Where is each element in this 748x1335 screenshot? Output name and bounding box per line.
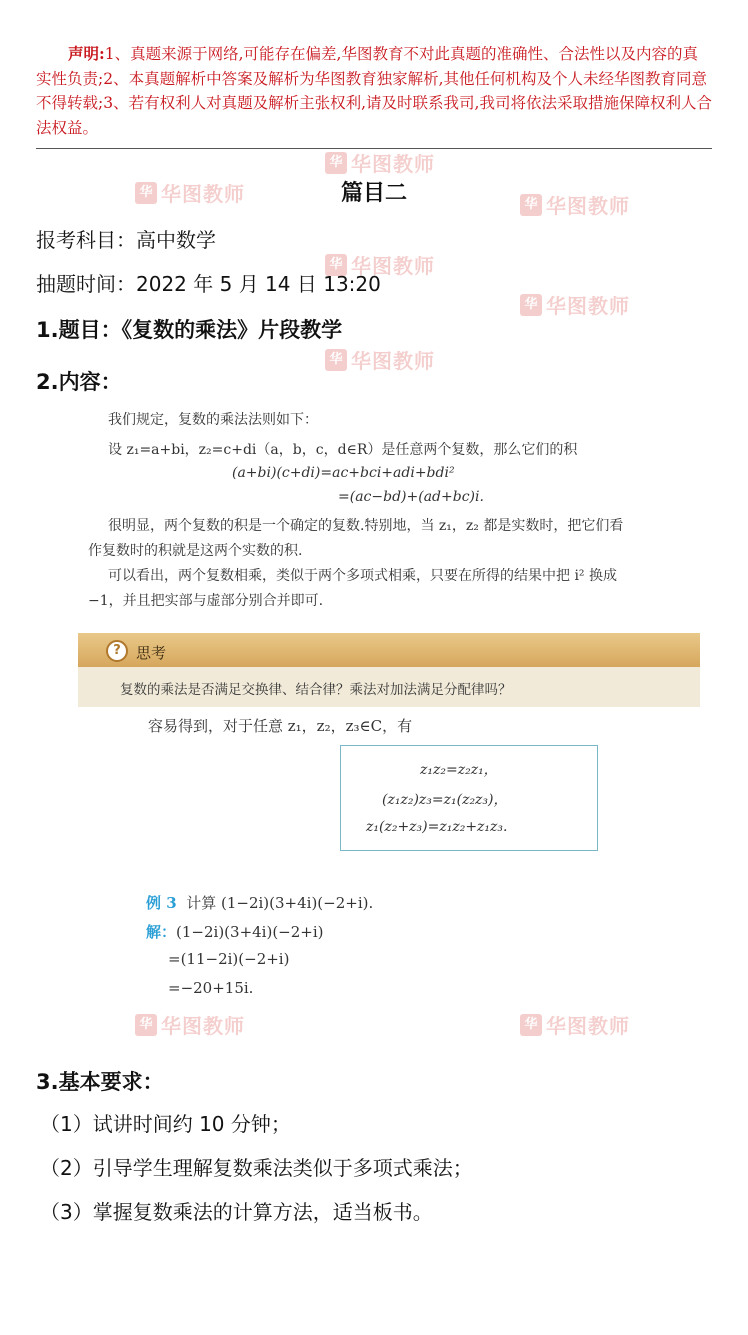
example-text: 计算 (1−2i)(3+4i)(−2+i). <box>186 894 374 912</box>
disclaimer-text: 1、真题来源于网络,可能存在偏差,华图教育不对此真题的准确性、合法性以及内容的真实性负责;2、本真题解析中答案及解析为华图教育独家解析,其他任何机构及个人未经华图教育同意不得转载;3、若有权利人对真题及解析主张权利,请及时联系我司,我司将依法采取措施保障权利人合法权益。 <box>36 45 712 137</box>
watermark-logo-icon: 华 <box>135 182 157 204</box>
example-label: 例 3 <box>146 894 177 912</box>
formula-distributive: z₁(z₂+z₃)=z₁z₂+z₁z₃. <box>366 819 508 835</box>
requirement-item: （1）试讲时间约 10 分钟； <box>40 1112 291 1136</box>
subject-line: 报考科目：高中数学 <box>36 228 216 252</box>
equation-line: (a+bi)(c+di)=ac+bci+adi+bdi² <box>232 465 455 481</box>
watermark-logo-icon: 华 <box>135 1014 157 1036</box>
content-heading: 2.内容： <box>36 370 122 394</box>
formula-associative: (z₁z₂)z₃=z₁(z₂z₃)， <box>382 792 508 808</box>
watermark <box>520 290 630 319</box>
think-question: 复数的乘法是否满足交换律、结合律？乘法对加法满足分配律吗？ <box>120 682 512 698</box>
formula-commutative: z₁z₂=z₂z₁， <box>420 762 498 778</box>
excerpt-paragraph: 作复数时的积就是这两个实数的积. <box>88 543 303 559</box>
solution-line <box>146 921 324 942</box>
watermark-logo-icon: 华 <box>520 294 542 316</box>
topic-heading: 1.题目：《复数的乘法》片段教学 <box>36 318 343 342</box>
textbook-excerpt <box>78 395 708 1055</box>
excerpt-paragraph: 可以看出，两个复数相乘，类似于两个多项式相乘，只要在所得的结果中把 i² 换成 <box>108 568 617 584</box>
question-icon: ? <box>106 640 128 662</box>
excerpt-paragraph: −1，并且把实部与虚部分别合并即可. <box>88 593 324 609</box>
watermark-text: 华图教师 <box>546 194 630 218</box>
think-title: 思考 <box>136 644 167 662</box>
watermark-text: 华图教师 <box>351 349 435 373</box>
watermark-text: 华图教师 <box>351 254 435 278</box>
watermark-text: 华图教师 <box>546 294 630 318</box>
watermark-logo-icon: 华 <box>325 349 347 371</box>
solution-label: 解： <box>146 923 177 941</box>
page-title: 篇目二 <box>340 181 407 206</box>
requirement-item: （3）掌握复数乘法的计算方法，适当板书。 <box>40 1200 433 1224</box>
solution-step: (1−2i)(3+4i)(−2+i) <box>176 923 324 941</box>
time-line: 抽题时间：2022 年 5 月 14 日 13:20 <box>36 272 381 296</box>
disclaimer <box>36 42 712 140</box>
watermark-text: 华图教师 <box>546 1014 630 1038</box>
watermark <box>325 345 435 374</box>
excerpt-paragraph: 很明显，两个复数的积是一个确定的复数.特别地，当 z₁，z₂ 都是实数时，把它们看 <box>108 518 624 534</box>
requirement-item: （2）引导学生理解复数乘法类似于多项式乘法； <box>40 1156 473 1180</box>
think-box-header <box>78 633 700 667</box>
requirements-heading: 3.基本要求： <box>36 1070 164 1094</box>
watermark-logo-icon: 华 <box>325 254 347 276</box>
watermark-logo-icon: 华 <box>520 1014 542 1036</box>
watermark-text: 华图教师 <box>161 182 245 206</box>
watermark-text: 华图教师 <box>351 152 435 176</box>
watermark-logo-icon: 华 <box>325 152 347 174</box>
watermark <box>325 148 435 177</box>
excerpt-paragraph: 设 z₁=a+bi，z₂=c+di（a，b，c，d∈R）是任意两个复数，那么它们的积 <box>108 442 578 458</box>
solution-step: =(11−2i)(−2+i) <box>168 950 290 968</box>
watermark-text: 华图教师 <box>161 1014 245 1038</box>
excerpt-paragraph: 我们规定，复数的乘法法则如下： <box>108 412 318 428</box>
excerpt-paragraph: 容易得到，对于任意 z₁，z₂，z₃∈C，有 <box>148 717 413 735</box>
disclaimer-label: 声明: <box>68 44 105 63</box>
example-line <box>146 892 373 913</box>
watermark-logo-icon: 华 <box>520 194 542 216</box>
solution-step: =−20+15i. <box>168 979 254 997</box>
equation-line: =(ac−bd)+(ad+bc)i. <box>338 489 484 505</box>
